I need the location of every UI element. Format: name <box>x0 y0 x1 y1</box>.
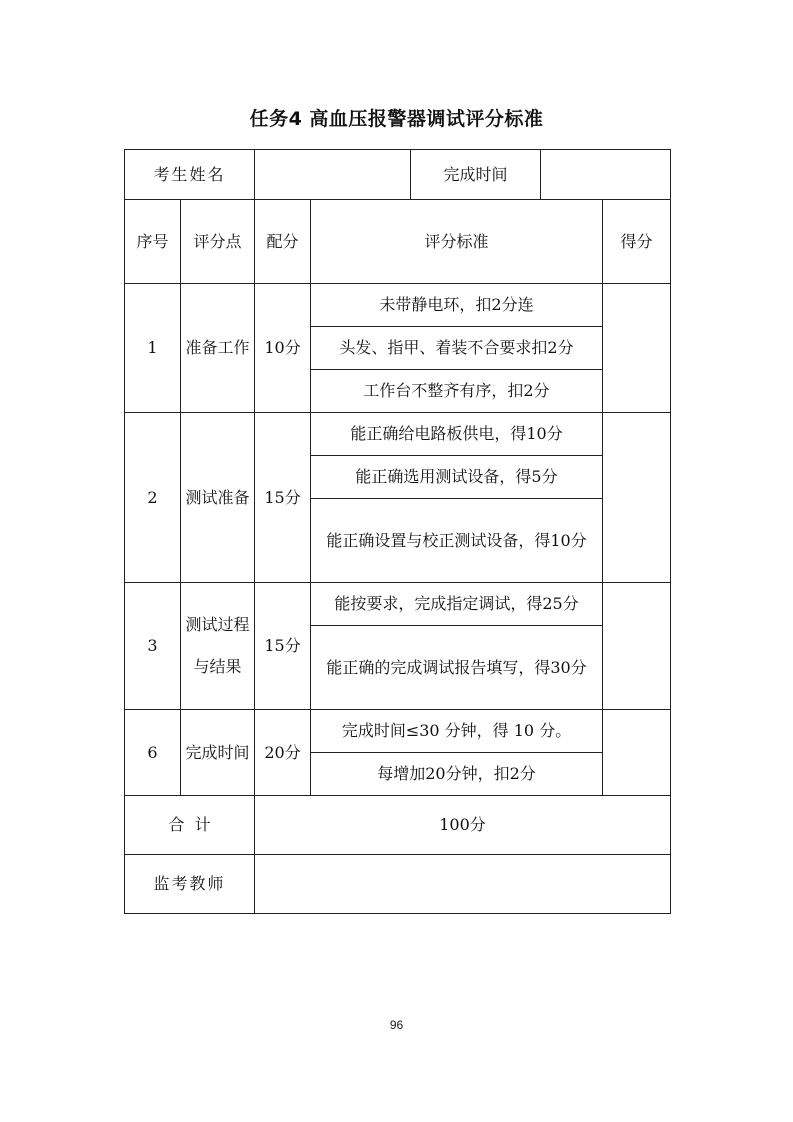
examinee-name-label: 考生姓名 <box>125 150 255 200</box>
row-points: 10分 <box>255 284 311 413</box>
criteria-line: 能正确选用测试设备，得5分 <box>311 456 603 499</box>
total-label: 合 计 <box>125 796 255 855</box>
col-header-score: 得分 <box>603 200 671 284</box>
row-seq: 1 <box>125 284 181 413</box>
criteria-line: 能按要求，完成指定调试，得25分 <box>311 583 603 626</box>
total-row <box>125 796 671 855</box>
criteria-line: 能正确的完成调试报告填写，得30分 <box>311 626 603 710</box>
criteria-line: 能正确给电路板供电，得10分 <box>311 413 603 456</box>
scoring-table <box>124 149 671 914</box>
table-row <box>125 710 671 753</box>
score-cell[interactable] <box>603 710 671 796</box>
table-row <box>125 583 671 626</box>
criteria-line: 未带静电环，扣2分连 <box>311 284 603 327</box>
column-header-row <box>125 200 671 284</box>
page-title: 任务4 高血压报警器调试评分标准 <box>249 108 544 130</box>
criteria-line: 工作台不整齐有序，扣2分 <box>311 370 603 413</box>
total-value: 100分 <box>255 796 671 855</box>
col-header-seq: 序号 <box>125 200 181 284</box>
row-item: 准备工作 <box>181 284 255 413</box>
examinee-name-field[interactable] <box>255 150 411 200</box>
table-row <box>125 413 671 456</box>
supervisor-field[interactable] <box>255 855 671 914</box>
supervisor-label: 监考教师 <box>125 855 255 914</box>
row-points: 20分 <box>255 710 311 796</box>
completion-time-field[interactable] <box>541 150 671 200</box>
criteria-line: 能正确设置与校正测试设备，得10分 <box>311 499 603 583</box>
row-seq: 6 <box>125 710 181 796</box>
page-number: 96 <box>389 1018 404 1032</box>
row-points: 15分 <box>255 413 311 583</box>
table-row <box>125 284 671 327</box>
row-item: 完成时间 <box>181 710 255 796</box>
score-cell[interactable] <box>603 583 671 710</box>
completion-time-label: 完成时间 <box>411 150 541 200</box>
row-points: 15分 <box>255 583 311 710</box>
supervisor-row <box>125 855 671 914</box>
row-seq: 2 <box>125 413 181 583</box>
score-cell[interactable] <box>603 284 671 413</box>
criteria-line: 头发、指甲、着装不合要求扣2分 <box>311 327 603 370</box>
row-seq: 3 <box>125 583 181 710</box>
col-header-item: 评分点 <box>181 200 255 284</box>
col-header-criteria: 评分标准 <box>311 200 603 284</box>
criteria-line: 完成时间≤30 分钟，得 10 分。 <box>311 710 603 753</box>
criteria-line: 每增加20分钟，扣2分 <box>311 753 603 796</box>
row-item: 测试准备 <box>181 413 255 583</box>
header-info-row <box>125 150 671 200</box>
row-item: 测试过程与结果 <box>181 583 255 710</box>
col-header-points: 配分 <box>255 200 311 284</box>
score-cell[interactable] <box>603 413 671 583</box>
